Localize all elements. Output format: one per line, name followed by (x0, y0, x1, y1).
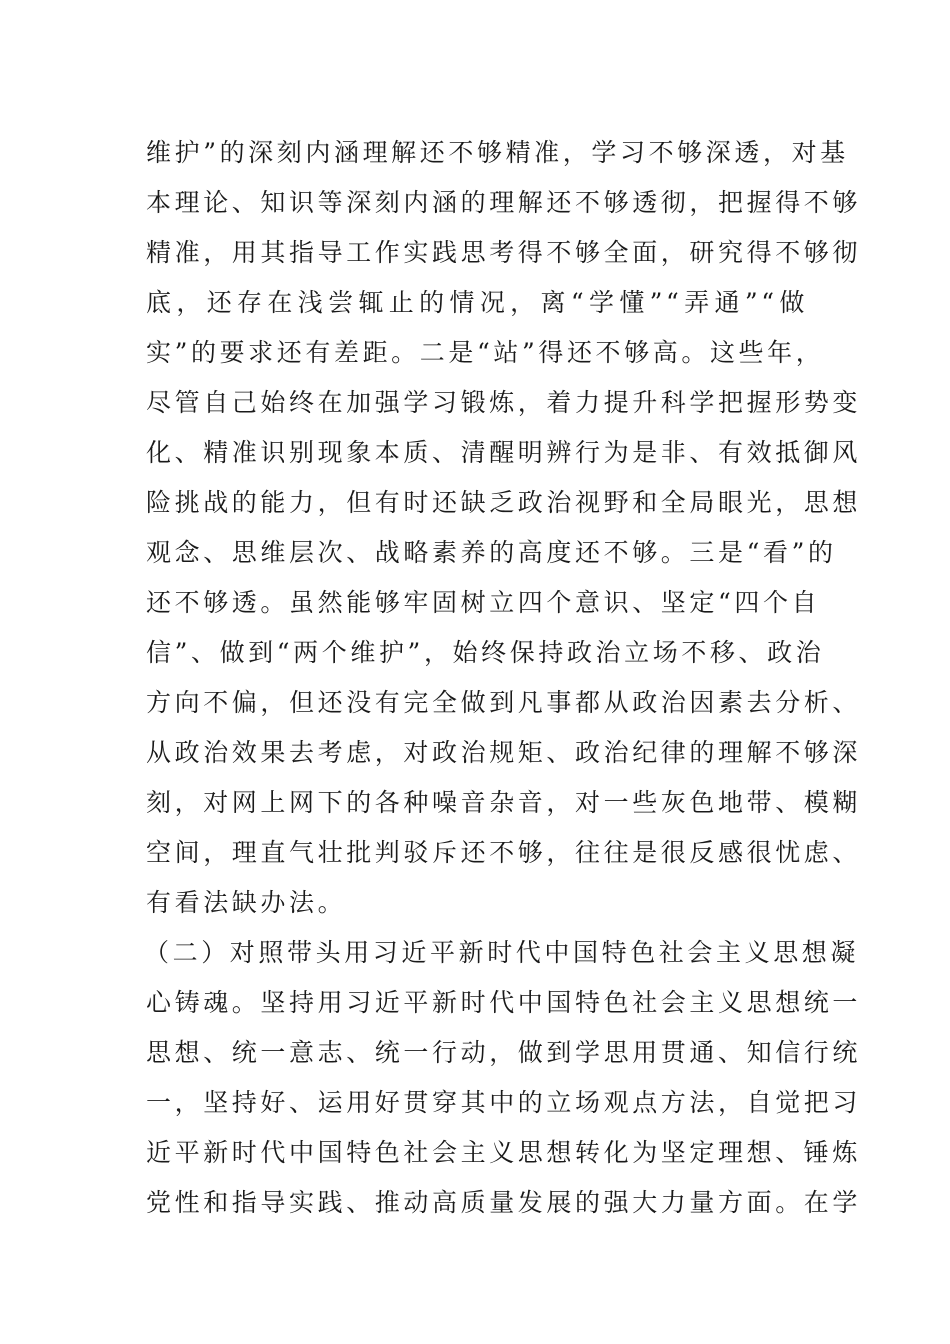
text-line: 近平新时代中国特色社会主义思想转化为坚定理想、锤炼 (146, 1138, 862, 1167)
text-line: 心铸魂。坚持用习近平新时代中国特色社会主义思想统一 (146, 988, 862, 1017)
text-line: 空间，理直气壮批判驳斥还不够，往往是很反感很忧虑、 (146, 838, 862, 867)
text-line: 从政治效果去考虑，对政治规矩、政治纪律的理解不够深 (146, 738, 862, 767)
text-line: 信”、做到“两个维护”，始终保持政治立场不移、政治 (146, 638, 825, 667)
section-heading-line: （二）对照带头用习近平新时代中国特色社会主义思想凝 (144, 938, 860, 967)
body-text (144, 128, 862, 1228)
text-line: 维护”的深刻内涵理解还不够精准，学习不够深透，对基 (146, 138, 849, 167)
text-line: 一，坚持好、运用好贯穿其中的立场观点方法，自觉把习 (146, 1088, 862, 1117)
text-line: 刻，对网上网下的各种噪音杂音，对一些灰色地带、模糊 (146, 788, 862, 817)
text-line: 方向不偏，但还没有完全做到凡事都从政治因素去分析、 (146, 688, 862, 717)
text-line: 本理论、知识等深刻内涵的理解还不够透彻，把握得不够 (146, 188, 862, 217)
text-line: 底，还存在浅尝辄止的情况，离“学懂”“弄通”“做 (146, 288, 808, 317)
text-line: 尽管自己始终在加强学习锻炼，着力提升科学把握形势变 (146, 388, 862, 417)
text-line: 观念、思维层次、战略素养的高度还不够。三是“看”的 (146, 538, 837, 567)
text-line: 实”的要求还有差距。二是“站”得还不够高。这些年， (146, 338, 825, 367)
text-line: 还不够透。虽然能够牢固树立四个意识、坚定“四个自 (146, 588, 821, 617)
text-line: 险挑战的能力，但有时还缺乏政治视野和全局眼光，思想 (146, 488, 862, 517)
text-line: 精准，用其指导工作实践思考得不够全面，研究得不够彻 (146, 238, 862, 267)
text-line: 化、精准识别现象本质、清醒明辨行为是非、有效抵御风 (146, 438, 862, 467)
text-line: 有看法缺办法。 (146, 888, 347, 917)
text-line: 党性和指导实践、推动高质量发展的强大力量方面。在学 (146, 1188, 862, 1217)
text-line: 思想、统一意志、统一行动，做到学思用贯通、知信行统 (146, 1038, 862, 1067)
